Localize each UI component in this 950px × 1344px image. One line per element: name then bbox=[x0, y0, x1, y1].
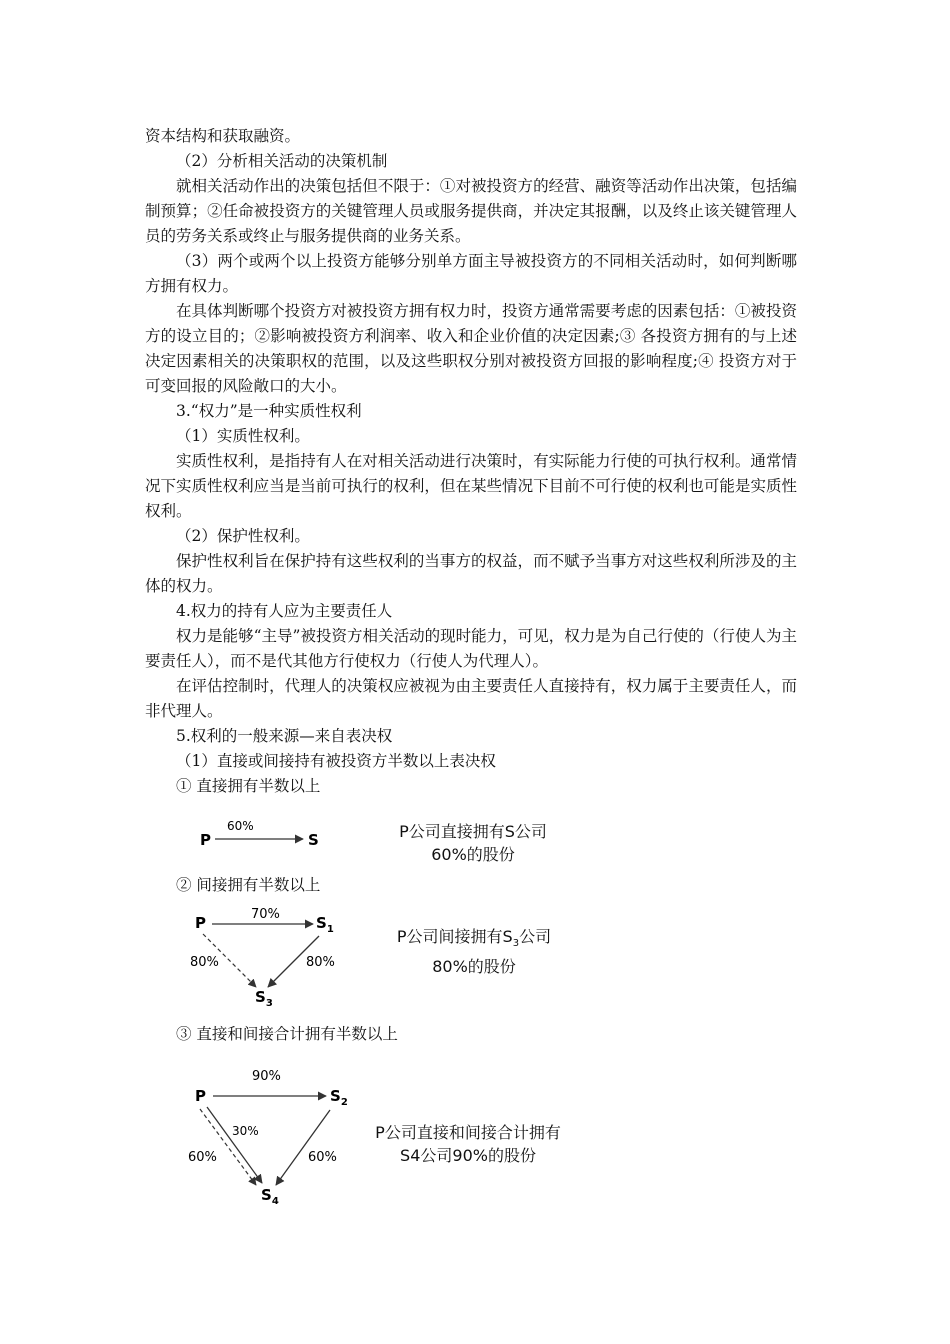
subheading: ① 直接拥有半数以上 bbox=[176, 777, 321, 795]
caption-line: P公司直接和间接合计拥有 bbox=[375, 1123, 561, 1142]
diagram-caption bbox=[385, 820, 561, 866]
edge-label: 70% bbox=[251, 907, 280, 922]
edge-label: 60% bbox=[227, 819, 254, 833]
edge-label: 60% bbox=[308, 1150, 337, 1165]
edge-label: 30% bbox=[232, 1124, 259, 1138]
subheading: （1）直接或间接持有被投资方半数以上表决权 bbox=[176, 752, 496, 770]
arrow-s2-to-s4 bbox=[276, 1110, 330, 1185]
paragraph: 权力是能够“主导”被投资方相关活动的现时能力，可见，权力是为自己行使的（行使人为主要责任人），而不是代其他方行使权力（行使人为代理人）。 bbox=[145, 627, 797, 670]
arrow-p-to-s4 bbox=[207, 1107, 262, 1183]
node-s3: $S_3$ bbox=[255, 988, 273, 1009]
edge-label: 90% bbox=[252, 1069, 281, 1084]
paragraph: 在具体判断哪个投资方对被投资方拥有权力时，投资方通常需要考虑的因素包括：①被投资方的设立目的；②影响被投资方利润率、收入和企业价值的决定因素;③ 各投资方拥有的与上述决定因素相关的决策职权的范围，以及这些职权分别对被投资方回报的影响程度;④ 投资方对于可变回报的风险敞口的大小。 bbox=[145, 302, 797, 395]
node-p: P bbox=[200, 831, 211, 849]
edge-label: 80% bbox=[190, 955, 219, 970]
subheading: 3.“权力”是一种实质性权利 bbox=[176, 402, 362, 420]
subheading: （2）分析相关活动的决策机制 bbox=[176, 152, 388, 170]
diagram-direct-ownership bbox=[190, 812, 340, 857]
diagram-indirect-ownership bbox=[185, 900, 355, 1015]
subheading: ② 间接拥有半数以上 bbox=[176, 876, 321, 894]
paragraph: 在评估控制时，代理人的决策权应被视为由主要责任人直接持有，权力属于主要责任人，而非代理人。 bbox=[145, 677, 797, 720]
paragraph: （3）两个或两个以上投资方能够分别单方面主导被投资方的不同相关活动时，如何判断哪方拥有权力。 bbox=[145, 252, 797, 295]
subheading: 5.权利的一般来源—来自表决权 bbox=[176, 727, 393, 745]
diagram-combined-ownership bbox=[180, 1060, 370, 1210]
dashed-arrow-p-to-s4 bbox=[200, 1109, 256, 1185]
node-s: S bbox=[308, 831, 319, 849]
diagram-caption bbox=[360, 1121, 576, 1167]
paragraph: 就相关活动作出的决策包括但不限于：①对被投资方的经营、融资等活动作出决策，包括编制预算；②任命被投资方的关键管理人员或服务提供商，并决定其报酬，以及终止该关键管理人员的劳务关系或终止与服务提供商的业务关系。 bbox=[145, 177, 797, 245]
paragraph: 资本结构和获取融资。 bbox=[145, 127, 301, 145]
node-p: P bbox=[195, 914, 206, 932]
node-s2: $S_2$ bbox=[330, 1087, 348, 1108]
caption-line: P公司间接拥有$S_3$公司 bbox=[396, 927, 552, 950]
subheading: （1）实质性权利。 bbox=[176, 427, 310, 445]
subheading: 4.权力的持有人应为主要责任人 bbox=[176, 602, 393, 620]
edge-label: 80% bbox=[306, 955, 335, 970]
node-s1: $S_1$ bbox=[316, 914, 334, 935]
caption-line: P公司直接拥有S公司 bbox=[399, 822, 547, 841]
paragraph: 保护性权利旨在保护持有这些权利的当事方的权益，而不赋予当事方对这些权利所涉及的主体的权力。 bbox=[145, 552, 797, 595]
diagram-caption bbox=[378, 925, 570, 978]
node-s4: $S_4$ bbox=[261, 1186, 279, 1207]
node-p: P bbox=[195, 1087, 206, 1105]
subheading: ③ 直接和间接合计拥有半数以上 bbox=[176, 1025, 398, 1043]
edge-label: 60% bbox=[188, 1150, 217, 1165]
subheading: （2）保护性权利。 bbox=[176, 527, 310, 545]
paragraph: 实质性权利，是指持有人在对相关活动进行决策时，有实际能力行使的可执行权利。通常情况下实质性权利应当是当前可执行的权利，但在某些情况下目前不可行使的权利也可能是实质性权利。 bbox=[145, 452, 797, 520]
caption-line: 80%的股份 bbox=[432, 957, 516, 977]
caption-line: S4公司90%的股份 bbox=[400, 1146, 536, 1165]
caption-line: 60%的股份 bbox=[431, 845, 515, 864]
